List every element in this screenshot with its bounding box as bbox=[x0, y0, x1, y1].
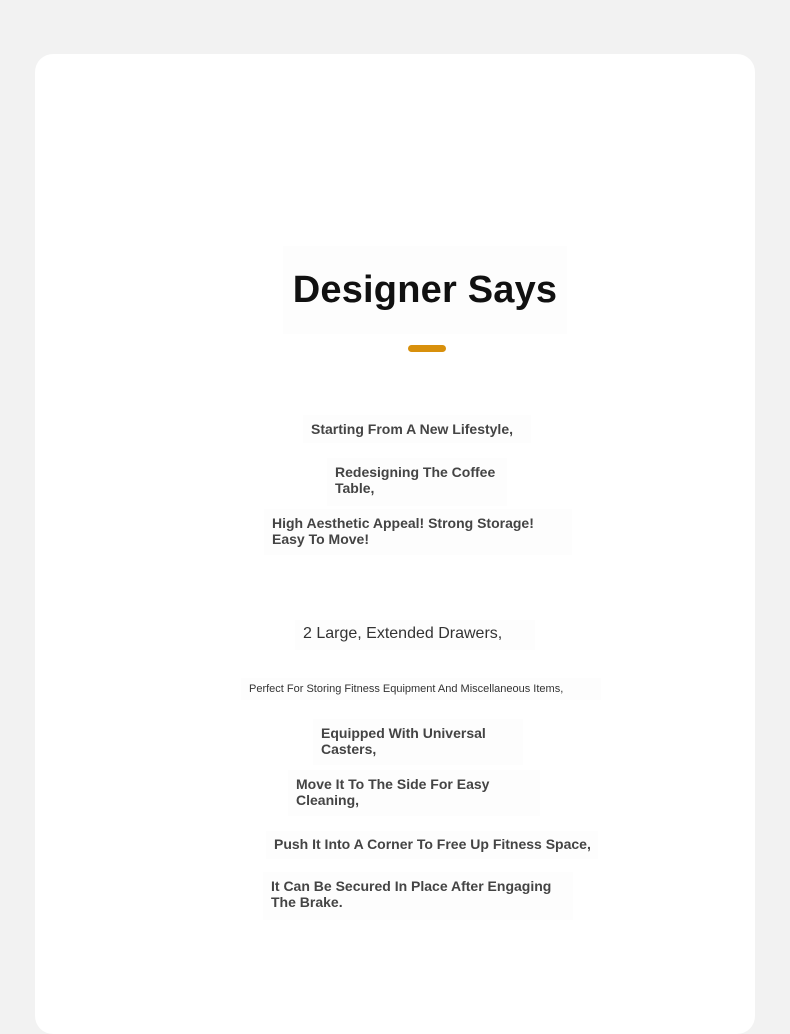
description-line-redesign: Redesigning The Coffee Table, bbox=[327, 458, 507, 506]
section-title: Designer Says bbox=[292, 268, 558, 311]
content-card bbox=[35, 54, 755, 1034]
description-line-storage: Perfect For Storing Fitness Equipment And Miscellaneous Items, bbox=[241, 678, 601, 700]
description-line-lifestyle: Starting From A New Lifestyle, bbox=[303, 415, 531, 443]
description-line-casters: Equipped With Universal Casters, bbox=[313, 719, 523, 765]
title-accent-bar bbox=[408, 345, 446, 352]
description-line-appeal: High Aesthetic Appeal! Strong Storage! Easy To Move! bbox=[264, 509, 572, 555]
description-line-drawers: 2 Large, Extended Drawers, bbox=[295, 620, 535, 650]
description-line-brake: It Can Be Secured In Place After Engaging The Brake. bbox=[263, 872, 573, 920]
description-line-corner: Push It Into A Corner To Free Up Fitness Space, bbox=[266, 831, 598, 859]
description-line-cleaning: Move It To The Side For Easy Cleaning, bbox=[288, 770, 540, 816]
title-box bbox=[283, 246, 567, 334]
